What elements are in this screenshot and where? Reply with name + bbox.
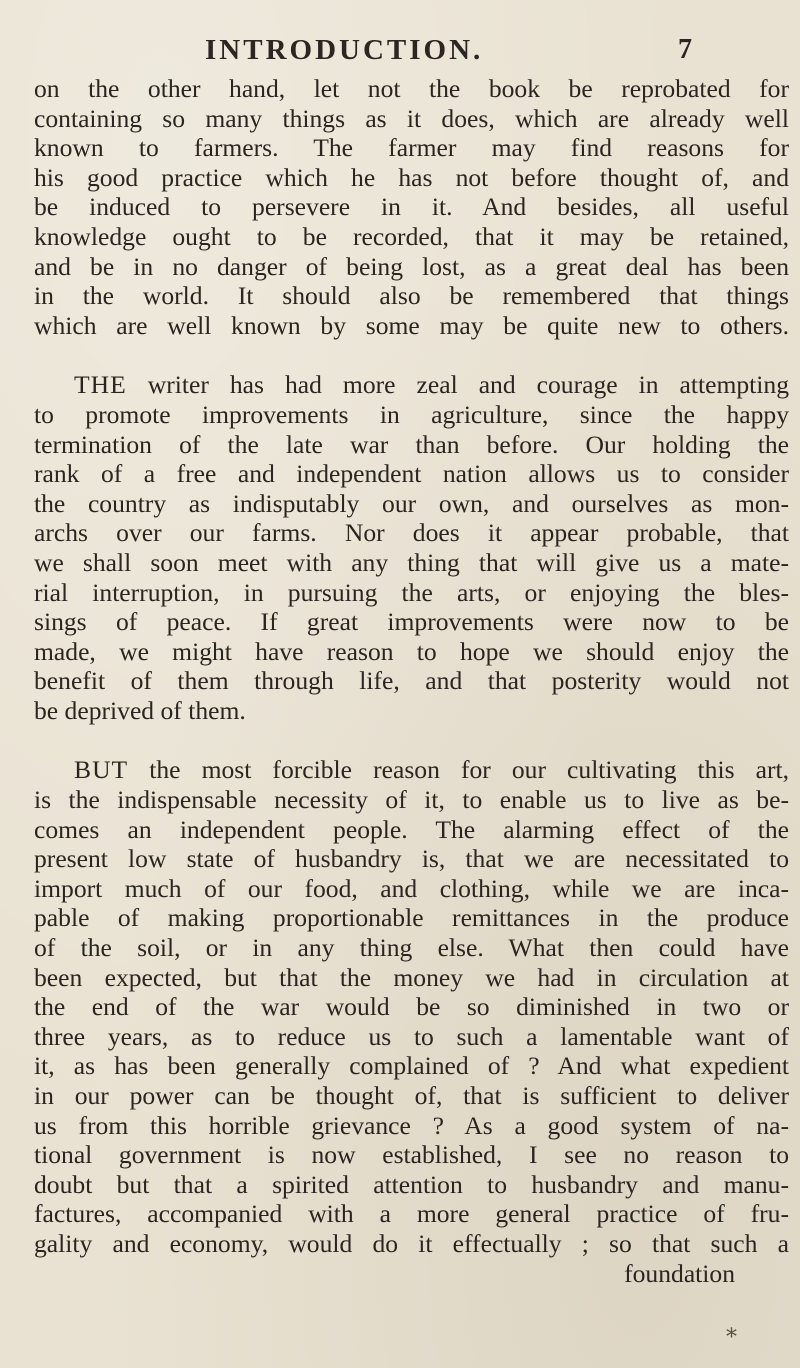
text-line: made, we might have reason to hope we should enjoy the bbox=[34, 636, 789, 666]
text-line: archs over our farms. Nor does it appear probable, that bbox=[34, 518, 789, 548]
text-line: and be in no danger of being lost, as a great deal has been bbox=[34, 251, 789, 281]
text-line: to promote improvements in agriculture, since the happy bbox=[34, 399, 789, 429]
text-line: gality and economy, would do it effectually ; so that such a bbox=[34, 1228, 789, 1258]
text-line: doubt but that a spirited attention to husbandry and manu- bbox=[34, 1169, 789, 1199]
text-line: import much of our food, and clothing, while we are inca- bbox=[34, 873, 789, 903]
paragraph-1 bbox=[34, 74, 789, 340]
text-line: it, as has been generally complained of ? And what expedient bbox=[34, 1051, 789, 1081]
text-line: his good practice which he has not before thought of, and bbox=[34, 162, 789, 192]
paragraph-lead: BUT bbox=[74, 755, 129, 785]
text-line: tional government is now established, I see no reason to bbox=[34, 1140, 789, 1170]
page-number: 7 bbox=[678, 34, 692, 65]
ink-blot: ⁎ bbox=[726, 1318, 737, 1343]
text-line: we shall soon meet with any thing that will give us a mate- bbox=[34, 547, 789, 577]
line-rest: writer has had more zeal and courage in attempting bbox=[126, 370, 789, 400]
text-line: rank of a free and independent nation allows us to consider bbox=[34, 459, 789, 489]
text-line bbox=[34, 370, 789, 400]
paragraph-2 bbox=[34, 370, 789, 725]
text-line: on the other hand, let not the book be reprobated for bbox=[34, 74, 789, 103]
text-line: in the world. It should also be remembered that things bbox=[34, 281, 789, 311]
text-line: us from this horrible grievance ? As a good system of na- bbox=[34, 1110, 789, 1140]
text-line: containing so many things as it does, which are already well bbox=[34, 103, 789, 133]
text-line: benefit of them through life, and that posterity would not bbox=[34, 666, 789, 696]
text-line: known to farmers. The farmer may find reasons for bbox=[34, 133, 789, 163]
text-line: three years, as to reduce us to such a lamentable want of bbox=[34, 1021, 789, 1051]
text-line: be deprived of them. bbox=[34, 695, 246, 725]
catchword: foundation bbox=[624, 1258, 735, 1288]
text-line: the end of the war would be so diminished in two or bbox=[34, 992, 789, 1022]
text-line: sings of peace. If great improvements were now to be bbox=[34, 607, 789, 637]
text-line: of the soil, or in any thing else. What then could have bbox=[34, 933, 789, 963]
body-text bbox=[34, 74, 789, 1288]
line-rest: the most forcible reason for our cultivating this art, bbox=[128, 755, 789, 785]
running-title: INTRODUCTION. bbox=[205, 34, 484, 66]
text-line: pable of making proportionable remittances in the produce bbox=[34, 903, 789, 933]
text-line bbox=[34, 755, 789, 785]
text-line: comes an independent people. The alarming effect of the bbox=[34, 814, 789, 844]
text-line: termination of the late war than before. Our holding the bbox=[34, 429, 789, 459]
text-line: present low state of husbandry is, that we are necessitated to bbox=[34, 844, 789, 874]
paragraph-gap bbox=[34, 725, 789, 755]
text-line: which are well known by some may be quite new to others. bbox=[34, 310, 789, 340]
paragraph-lead: THE bbox=[74, 370, 127, 400]
text-line: be induced to persevere in it. And besides, all useful bbox=[34, 192, 789, 222]
text-line: knowledge ought to be recorded, that it may be retained, bbox=[34, 221, 789, 251]
text-line: is the indispensable necessity of it, to enable us to live as be- bbox=[34, 785, 789, 815]
paragraph-3 bbox=[34, 755, 789, 1288]
text-line: in our power can be thought of, that is sufficient to deliver bbox=[34, 1081, 789, 1110]
text-line: the country as indisputably our own, and ourselves as mon- bbox=[34, 488, 789, 518]
running-head bbox=[0, 30, 800, 70]
text-line: factures, accompanied with a more general practice of fru- bbox=[34, 1199, 789, 1229]
text-line: rial interruption, in pursuing the arts, or enjoying the bles- bbox=[34, 577, 789, 607]
text-line: been expected, but that the money we had in circulation at bbox=[34, 962, 789, 992]
paragraph-gap bbox=[34, 340, 789, 370]
